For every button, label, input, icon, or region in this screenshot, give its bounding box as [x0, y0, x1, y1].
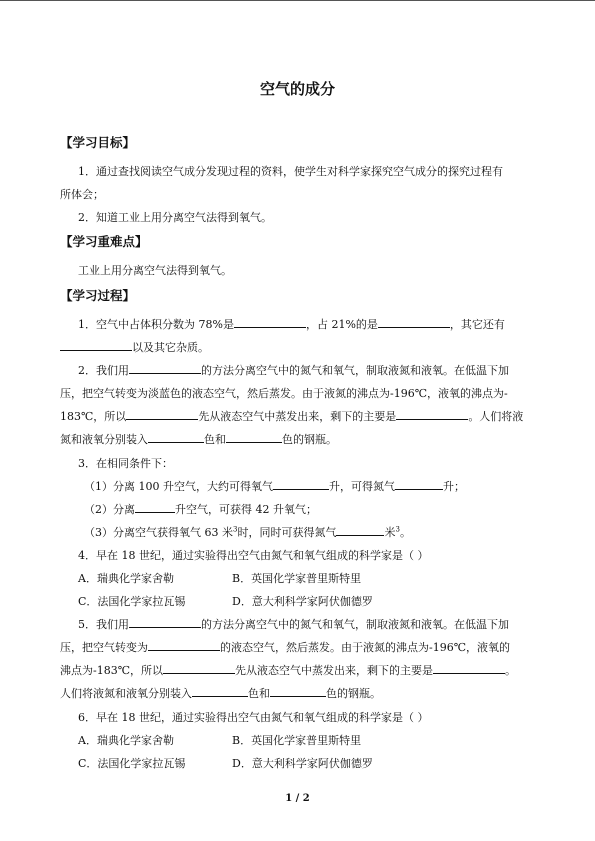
q5-line-a: 5．我们用 的方法分离空气中的氮气和氧气，制取液氮和液氧。在低温下加 [78, 618, 509, 631]
section-key: 【学习重难点】 [60, 234, 148, 249]
q4-option-c[interactable]: C．法国化学家拉瓦锡 [78, 595, 186, 608]
q4-stem: 4．早在 18 世纪，通过实验得出空气由氮气和氧气组成的科学家是（ ） [78, 549, 429, 562]
q5-line-b: 压，把空气转变为 的液态空气，然后蒸发。由于液氮的沸点为-196℃，液氧的 [60, 641, 511, 654]
q5-line-d: 人们将液氮和液氧分别装入 色和 色的钢瓶。 [60, 687, 381, 700]
page-title: 空气的成分 [259, 80, 335, 98]
blank[interactable] [273, 478, 329, 490]
goal-1b: 所体会； [60, 188, 104, 201]
q6-option-b[interactable]: B．英国化学家普里斯特里 [232, 734, 362, 747]
q4-option-a[interactable]: A．瑞典化学家舍勒 [78, 572, 174, 585]
blank[interactable] [148, 431, 204, 443]
q2-line-c: 183℃，所以 先从液态空气中蒸发出来，剩下的主要是 。人们将液 [60, 410, 524, 423]
q3-sub-1: （1）分离 100 升空气，大约可得氧气 升，可得氮气 升； [84, 480, 465, 493]
q3-sub-2: （2）分离 升空气，可获得 42 升氧气； [84, 503, 317, 516]
q2-line-d: 氮和液氧分别装入 色和 色的钢瓶。 [60, 433, 337, 446]
top-border [0, 0, 595, 1]
q4-option-d[interactable]: D．意大利科学家阿伏伽德罗 [232, 595, 373, 608]
blank[interactable] [129, 362, 201, 374]
key-text: 工业上用分离空气法得到氧气。 [78, 264, 232, 277]
blank[interactable] [395, 478, 443, 490]
blank[interactable] [148, 639, 220, 651]
q5-line-c: 沸点为-183℃，所以 先从液态空气中蒸发出来，剩下的主要是 。 [60, 664, 517, 677]
blank[interactable] [433, 662, 505, 674]
q3-head: 3．在相同条件下： [78, 457, 173, 470]
q3-sub-3: （3）分离空气获得氧气 63 米$^3$时，同时可获得氮气 米$^3$。 [84, 525, 411, 539]
q2-line-a: 2．我们用 的方法分离空气中的氮气和氧气，制取液氮和液氧。在低温下加 [78, 364, 509, 377]
blank[interactable] [378, 316, 450, 328]
q6-option-d[interactable]: D．意大利科学家阿伏伽德罗 [232, 757, 373, 770]
blank[interactable] [396, 408, 468, 420]
goal-2: 2．知道工业上用分离空气法得到氧气。 [78, 211, 272, 224]
q6-option-c[interactable]: C．法国化学家拉瓦锡 [78, 757, 186, 770]
section-goals: 【学习目标】 [60, 135, 136, 150]
blank[interactable] [129, 616, 201, 628]
q2-line-b: 压，把空气转变为淡蓝色的液态空气，然后蒸发。由于液氮的沸点为-196℃，液氧的沸点为- [60, 387, 508, 400]
goal-1a: 1．通过查找阅读空气成分发现过程的资料，使学生对科学家探究空气成分的探究过程有 [78, 165, 503, 178]
q1-line-b: 以及其它杂质。 [60, 339, 209, 355]
blank[interactable] [163, 662, 235, 674]
blank[interactable] [226, 431, 282, 443]
blank[interactable] [336, 524, 384, 536]
blank[interactable] [60, 339, 132, 351]
blank[interactable] [270, 685, 326, 697]
q1-line-a: 1．空气中占体积分数为 78%是 ，占 21%的是 ，其它还有 [78, 318, 505, 331]
q4-option-b[interactable]: B．英国化学家普里斯特里 [232, 572, 362, 585]
q6-stem: 6．早在 18 世纪，通过实验得出空气由氮气和氧气组成的科学家是（ ） [78, 711, 429, 724]
blank[interactable] [192, 685, 248, 697]
blank[interactable] [234, 316, 306, 328]
blank[interactable] [135, 501, 175, 513]
q6-option-a[interactable]: A．瑞典化学家舍勒 [78, 734, 174, 747]
blank[interactable] [126, 408, 198, 420]
page-number: 1 / 2 [285, 793, 310, 804]
section-process: 【学习过程】 [60, 288, 136, 303]
